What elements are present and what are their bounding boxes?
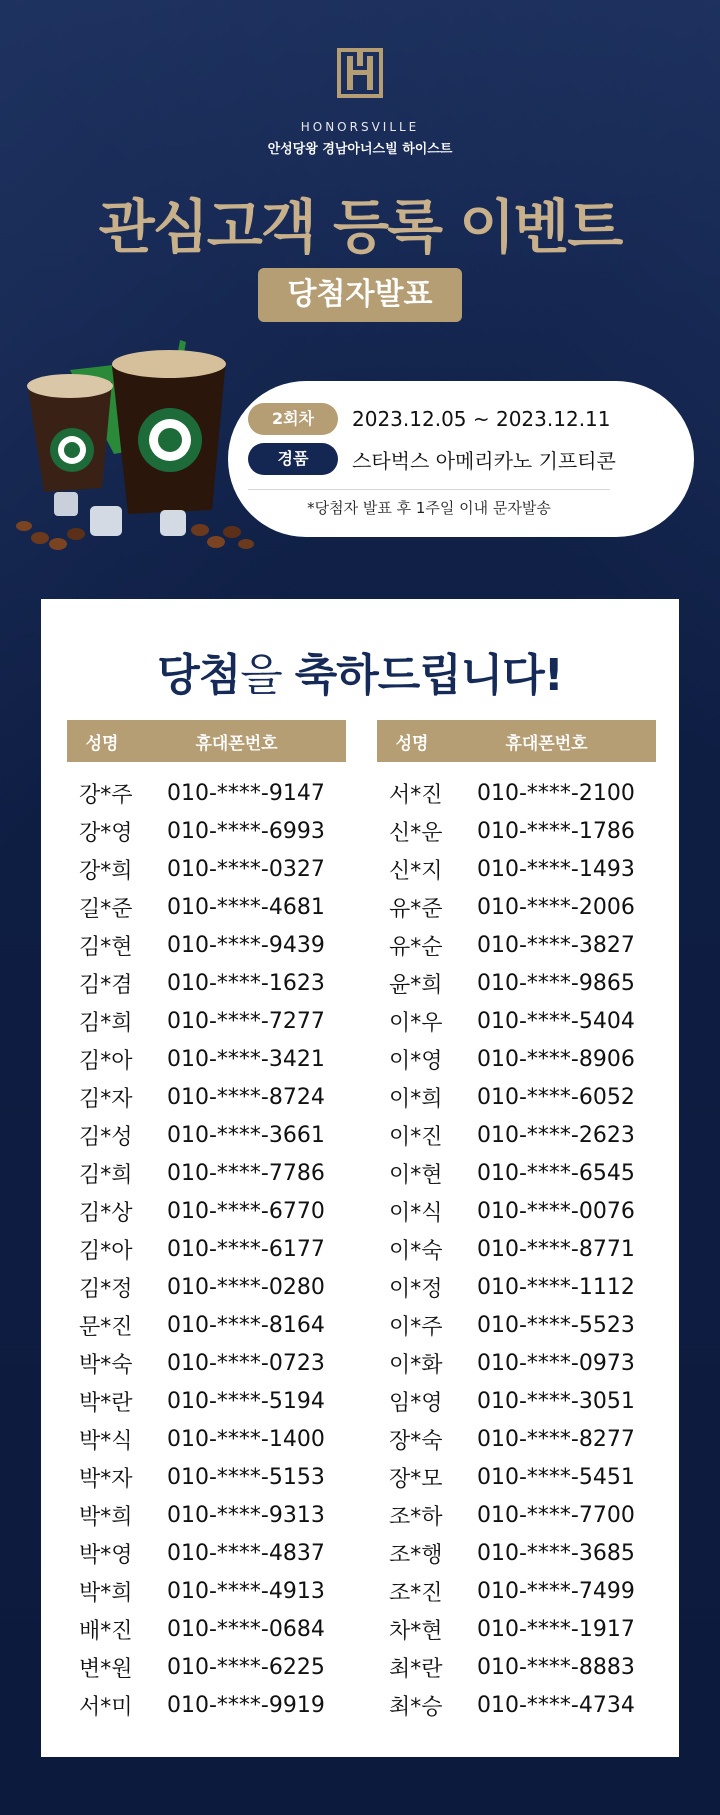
winner-phone: 010-****-0076 <box>477 1198 635 1224</box>
winner-row <box>67 1268 346 1306</box>
winner-phone: 010-****-5404 <box>477 1008 635 1034</box>
winner-name: 신*지 <box>389 858 443 884</box>
winner-row <box>67 1116 346 1154</box>
winner-row <box>67 1306 346 1344</box>
winner-row <box>67 850 346 888</box>
event-title: 관심고객 등록 이벤트 <box>98 193 622 261</box>
winner-table-right <box>377 720 656 1724</box>
winner-name: 문*진 <box>79 1314 133 1340</box>
winner-phone: 010-****-0684 <box>167 1616 325 1642</box>
column-phone-header: 휴대폰번호 <box>195 733 278 754</box>
winner-phone: 010-****-1623 <box>167 970 325 996</box>
winner-phone: 010-****-6052 <box>477 1084 635 1110</box>
winner-phone: 010-****-8164 <box>167 1312 325 1338</box>
winner-row <box>377 1230 656 1268</box>
winner-name: 이*진 <box>389 1124 443 1150</box>
winner-row <box>377 1458 656 1496</box>
winner-name: 이*식 <box>389 1200 443 1226</box>
delivery-note: *당첨자 발표 후 1주일 이내 문자발송 <box>307 499 551 517</box>
winner-name: 이*영 <box>389 1048 443 1074</box>
round-period: 2023.12.05 ~ 2023.12.11 <box>352 407 611 431</box>
winner-name: 박*희 <box>79 1580 133 1606</box>
winner-row <box>67 964 346 1002</box>
winner-row <box>67 1648 346 1686</box>
winner-row <box>67 1154 346 1192</box>
winner-phone: 010-****-8771 <box>477 1236 635 1262</box>
winner-name: 임*영 <box>389 1390 443 1416</box>
winner-phone: 010-****-2623 <box>477 1122 635 1148</box>
winner-phone: 010-****-1917 <box>477 1616 635 1642</box>
winner-row <box>67 1382 346 1420</box>
winner-row <box>67 1078 346 1116</box>
winner-phone: 010-****-7700 <box>477 1502 635 1528</box>
winner-name: 조*행 <box>389 1542 443 1568</box>
winner-name: 강*주 <box>79 782 133 808</box>
prize-value: 스타벅스 아메리카노 기프티콘 <box>352 448 616 473</box>
winner-phone: 010-****-7786 <box>167 1160 325 1186</box>
winner-name: 김*아 <box>79 1238 133 1264</box>
winner-name: 강*영 <box>79 820 133 846</box>
column-name-header: 성명 <box>85 733 119 754</box>
winner-name: 김*희 <box>79 1010 133 1036</box>
winner-list-panel <box>41 599 679 1757</box>
winner-name: 장*숙 <box>389 1428 443 1454</box>
winner-name: 김*현 <box>79 934 133 960</box>
congrats-heading <box>41 639 679 703</box>
winner-phone: 010-****-0973 <box>477 1350 635 1376</box>
winner-name: 박*식 <box>79 1428 133 1454</box>
winner-phone: 010-****-9865 <box>477 970 635 996</box>
winner-name: 배*진 <box>79 1618 133 1644</box>
winner-name: 유*준 <box>389 896 443 922</box>
winner-row <box>377 1420 656 1458</box>
winner-name: 장*모 <box>389 1466 443 1492</box>
winner-phone: 010-****-6770 <box>167 1198 325 1224</box>
winner-phone: 010-****-5523 <box>477 1312 635 1338</box>
winner-name: 신*운 <box>389 820 443 846</box>
prize-row <box>248 443 616 475</box>
winner-phone: 010-****-6225 <box>167 1654 325 1680</box>
winner-phone: 010-****-5194 <box>167 1388 325 1414</box>
winner-row <box>377 1534 656 1572</box>
column-phone-header: 휴대폰번호 <box>505 733 588 754</box>
winner-phone: 010-****-2100 <box>477 780 635 806</box>
winner-phone: 010-****-8906 <box>477 1046 635 1072</box>
round-row <box>248 403 611 435</box>
winner-name: 김*성 <box>79 1124 133 1150</box>
winner-rows-right <box>377 774 656 1724</box>
honorsville-logo-icon <box>337 48 383 98</box>
winner-row <box>67 1458 346 1496</box>
winner-phone: 010-****-1112 <box>477 1274 635 1300</box>
winner-name: 이*숙 <box>389 1238 443 1264</box>
winner-row <box>377 1496 656 1534</box>
winner-phone: 010-****-0723 <box>167 1350 325 1376</box>
winner-phone: 010-****-4913 <box>167 1578 325 1604</box>
winner-name: 박*란 <box>79 1390 133 1416</box>
table-header <box>377 720 656 762</box>
winner-name: 박*숙 <box>79 1352 133 1378</box>
winner-name: 이*현 <box>389 1162 443 1188</box>
winner-phone: 010-****-5451 <box>477 1464 635 1490</box>
winner-row <box>67 1572 346 1610</box>
column-name-header: 성명 <box>395 733 429 754</box>
winner-phone: 010-****-7277 <box>167 1008 325 1034</box>
winner-row <box>377 1610 656 1648</box>
winner-phone: 010-****-3421 <box>167 1046 325 1072</box>
winner-name: 유*순 <box>389 934 443 960</box>
winner-rows-left <box>67 774 346 1724</box>
winner-row <box>67 1040 346 1078</box>
winner-row <box>67 1344 346 1382</box>
congrats-part-2: 을 <box>240 650 295 701</box>
brand-name: HONORSVILLE <box>300 120 420 134</box>
winner-announcement-badge: 당첨자발표 <box>258 268 462 322</box>
brand-subtitle: 안성당왕 경남아너스빌 하이스트 <box>267 142 453 157</box>
winner-name: 최*란 <box>389 1656 443 1682</box>
winner-phone: 010-****-4681 <box>167 894 325 920</box>
winner-name: 이*우 <box>389 1010 443 1036</box>
congrats-part-3: 축하드립니다! <box>294 650 563 701</box>
info-divider <box>248 489 610 490</box>
winner-name: 차*현 <box>389 1618 443 1644</box>
winner-name: 김*상 <box>79 1200 133 1226</box>
winner-phone: 010-****-9313 <box>167 1502 325 1528</box>
winner-table-left <box>67 720 346 1724</box>
winner-row <box>377 774 656 812</box>
winner-phone: 010-****-4837 <box>167 1540 325 1566</box>
event-info-card <box>228 381 694 537</box>
table-header <box>67 720 346 762</box>
winner-name: 최*승 <box>389 1694 443 1720</box>
winner-row <box>377 812 656 850</box>
winner-phone: 010-****-5153 <box>167 1464 325 1490</box>
winner-name: 서*진 <box>389 782 443 808</box>
winner-phone: 010-****-9439 <box>167 932 325 958</box>
prize-label: 경품 <box>248 443 338 475</box>
winner-row <box>67 926 346 964</box>
winner-row <box>67 1496 346 1534</box>
winner-row <box>377 1306 656 1344</box>
iced-coffee-illustration <box>10 330 260 560</box>
winner-row <box>377 1382 656 1420</box>
winner-row <box>377 1648 656 1686</box>
winner-name: 조*진 <box>389 1580 443 1606</box>
winner-row <box>377 850 656 888</box>
winner-row <box>377 1344 656 1382</box>
winner-row <box>67 1420 346 1458</box>
winner-name: 윤*희 <box>389 972 443 998</box>
round-label: 2회차 <box>248 403 338 435</box>
winner-row <box>377 1040 656 1078</box>
winner-phone: 010-****-6545 <box>477 1160 635 1186</box>
winner-name: 조*하 <box>389 1504 443 1530</box>
winner-phone: 010-****-3051 <box>477 1388 635 1414</box>
winner-phone: 010-****-1786 <box>477 818 635 844</box>
winner-row <box>377 1078 656 1116</box>
winner-name: 이*화 <box>389 1352 443 1378</box>
winner-name: 김*겸 <box>79 972 133 998</box>
brand-header <box>0 48 720 157</box>
winner-phone: 010-****-8724 <box>167 1084 325 1110</box>
winner-phone: 010-****-3661 <box>167 1122 325 1148</box>
winner-phone: 010-****-8277 <box>477 1426 635 1452</box>
winner-phone: 010-****-1493 <box>477 856 635 882</box>
winner-phone: 010-****-1400 <box>167 1426 325 1452</box>
winner-name: 이*주 <box>389 1314 443 1340</box>
winner-row <box>377 888 656 926</box>
winner-name: 이*희 <box>389 1086 443 1112</box>
winner-name: 강*희 <box>79 858 133 884</box>
winner-row <box>67 1002 346 1040</box>
winner-phone: 010-****-0280 <box>167 1274 325 1300</box>
congrats-part-1: 당첨 <box>157 650 241 701</box>
winner-phone: 010-****-7499 <box>477 1578 635 1604</box>
winner-phone: 010-****-3685 <box>477 1540 635 1566</box>
winner-name: 김*정 <box>79 1276 133 1302</box>
winner-name: 김*희 <box>79 1162 133 1188</box>
winner-phone: 010-****-6177 <box>167 1236 325 1262</box>
winner-name: 이*정 <box>389 1276 443 1302</box>
winner-phone: 010-****-0327 <box>167 856 325 882</box>
winner-row <box>377 1572 656 1610</box>
winner-row <box>67 1610 346 1648</box>
winner-phone: 010-****-6993 <box>167 818 325 844</box>
winner-row <box>377 964 656 1002</box>
winner-row <box>67 1686 346 1724</box>
winner-row <box>377 1154 656 1192</box>
winner-name: 박*영 <box>79 1542 133 1568</box>
winner-name: 길*준 <box>79 896 133 922</box>
winner-phone: 010-****-9919 <box>167 1692 325 1718</box>
winner-row <box>377 926 656 964</box>
winner-name: 변*원 <box>79 1656 133 1682</box>
winner-phone: 010-****-4734 <box>477 1692 635 1718</box>
winner-row <box>67 888 346 926</box>
winner-row <box>67 1230 346 1268</box>
winner-row <box>67 1192 346 1230</box>
winner-name: 김*아 <box>79 1048 133 1074</box>
winner-name: 서*미 <box>79 1694 133 1720</box>
winner-name: 박*자 <box>79 1466 133 1492</box>
winner-name: 박*희 <box>79 1504 133 1530</box>
winner-phone: 010-****-9147 <box>167 780 325 806</box>
winner-phone: 010-****-3827 <box>477 932 635 958</box>
winner-phone: 010-****-2006 <box>477 894 635 920</box>
winner-row <box>67 812 346 850</box>
winner-row <box>377 1686 656 1724</box>
winner-row <box>377 1002 656 1040</box>
winner-row <box>377 1116 656 1154</box>
winner-phone: 010-****-8883 <box>477 1654 635 1680</box>
winner-row <box>67 1534 346 1572</box>
winner-name: 김*자 <box>79 1086 133 1112</box>
winner-row <box>377 1192 656 1230</box>
winner-row <box>67 774 346 812</box>
winner-row <box>377 1268 656 1306</box>
